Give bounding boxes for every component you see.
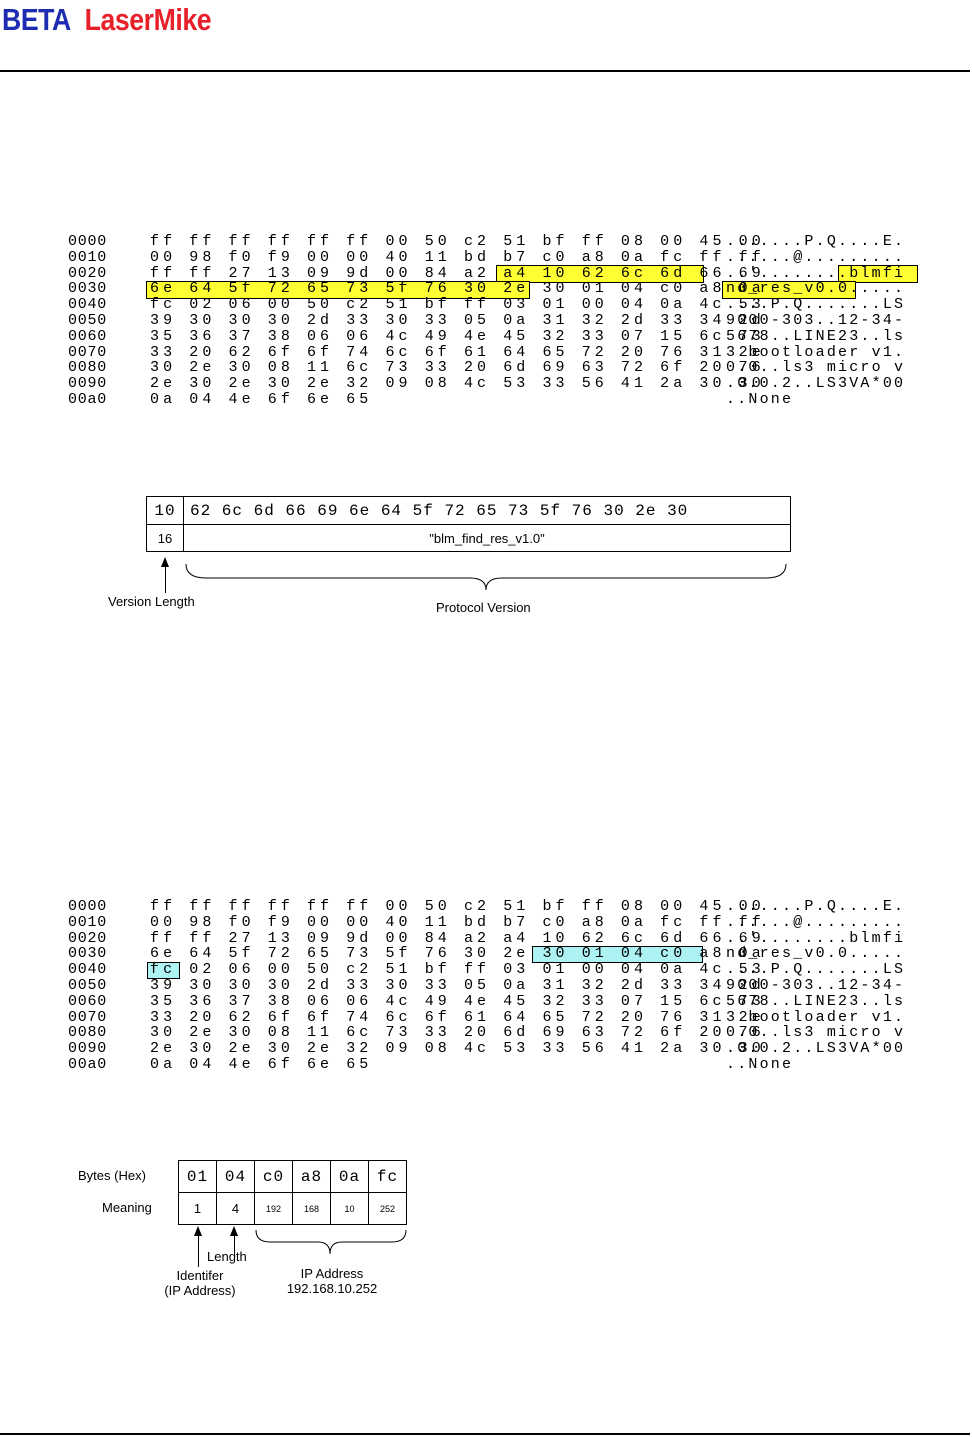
ip-byte-hex-cell: 0a (331, 1161, 369, 1193)
dump1-row-ascii: ....P.Q.......LS (726, 296, 906, 314)
dump2-row-hex-bytes: 0a 04 4e 6f 6e 65 (150, 1056, 373, 1073)
dump1-row-hex-bytes: fc 02 06 00 50 c2 51 bf ff 03 01 00 04 0a 4c 53 (150, 296, 765, 314)
meaning-row-label: Meaning (102, 1200, 152, 1215)
dump2-row-ascii: ..'........blmfi (726, 929, 906, 947)
dump2-row-offset: 0010 (68, 913, 108, 931)
version-length-label: Version Length (108, 594, 195, 609)
dump1-row-ascii: ..None (726, 391, 794, 408)
dump1-row-ascii: 5678..LINE23..ls (726, 327, 906, 345)
dump2-row-offset: 0070 (68, 1008, 108, 1026)
identifier-label: Identifer (IP Address) (164, 1268, 236, 1298)
dump1-row-offset: 0060 (68, 327, 108, 345)
dump2-row-ascii: ..None (726, 1056, 794, 1073)
dump1-row-ascii: nd_res_v0.0..... (726, 280, 906, 298)
dump1-row-offset: 0070 (68, 343, 108, 361)
dump2-row-offset: 0030 (68, 945, 108, 963)
protocol-version-brace-icon (180, 562, 792, 592)
brand-lasermike: LaserMike (84, 2, 212, 37)
identifier-arrow-shaft (198, 1235, 199, 1267)
dump2-row-offset: 0090 (68, 1040, 108, 1058)
version-length-arrow-shaft (165, 566, 166, 593)
ip-byte-meaning-cell: 192 (255, 1193, 293, 1225)
dump1-row-offset: 0010 (68, 248, 108, 266)
dump2-row-hex-bytes: 30 2e 30 08 11 6c 73 33 20 6d 69 63 72 6f 20 76 (150, 1024, 765, 1042)
ip-byte-hex-cell: fc (369, 1161, 407, 1193)
dump2-row-hex-bytes: 39 30 30 30 2d 33 30 33 05 0a 31 32 2d 33 34 2d (150, 977, 765, 994)
dump1-row-hex-bytes: 00 98 f0 f9 00 00 40 11 bd b7 c0 a8 0a fc ff ff (150, 248, 765, 266)
dump1-row-ascii: .0.0.2..LS3VA*00 (726, 375, 906, 393)
dump2-row-ascii: 0.0..ls3 micro v (726, 1024, 906, 1042)
ip-byte-meaning-cell: 10 (331, 1193, 369, 1225)
dump2-row-offset: 00a0 (68, 1056, 108, 1073)
dump2-row-ascii: ....P.Q.......LS (726, 961, 906, 979)
dump2-row-hex-bytes: 2e 30 2e 30 2e 32 09 08 4c 53 33 56 41 2a 30 30 (150, 1040, 765, 1058)
dump1-row-ascii: 0.0..ls3 micro v (726, 359, 906, 377)
dump2-row-hex-bytes: fc 02 06 00 50 c2 51 bf ff 03 01 00 04 0a 4c 53 (150, 961, 765, 979)
dump1-row-hex-bytes: 35 36 37 38 06 06 4c 49 4e 45 32 33 07 15 6c 73 (150, 327, 765, 345)
dump2-row-offset: 0000 (68, 898, 108, 915)
ip-byte-hex-cell: 01 (179, 1161, 217, 1193)
dump2-row-offset: 0050 (68, 977, 108, 994)
version-length-hex-cell: 10 (147, 497, 184, 525)
brand-logo (2, 2, 211, 38)
dump2-row-hex-bytes: 6e 64 5f 72 65 73 5f 76 30 2e 30 01 04 c0 a8 0a (150, 945, 765, 963)
dump1-row-offset: 00a0 (68, 391, 108, 408)
dump2-row-ascii: 5678..LINE23..ls (726, 992, 906, 1010)
dump2-row-offset: 0040 (68, 961, 108, 979)
protocol-version-value-cell: "blm_find_res_v1.0" (184, 525, 791, 552)
dump2-row-ascii: .......P.Q....E. (726, 898, 906, 915)
dump1-row-hex-bytes: ff ff 27 13 09 9d 00 84 a2 a4 10 62 6c 6d 66 69 (150, 264, 765, 282)
dump1-row-hex-bytes: 0a 04 4e 6f 6e 65 (150, 391, 373, 408)
protocol-version-label: Protocol Version (436, 600, 531, 615)
dump2-row-hex-bytes: 00 98 f0 f9 00 00 40 11 bd b7 c0 a8 0a fc ff ff (150, 913, 765, 931)
footer-rule (0, 1433, 970, 1435)
dump1-row-ascii: ......@......... (726, 248, 906, 266)
protocol-version-hex-cell: 62 6c 6d 66 69 6e 64 5f 72 65 73 5f 76 30 2e 30 (184, 497, 791, 525)
ip-address-label: IP Address 192.168.10.252 (286, 1266, 378, 1296)
dump1-row-hex-bytes: 39 30 30 30 2d 33 30 33 05 0a 31 32 2d 33 34 2d (150, 312, 765, 329)
dump1-row-ascii: ..'........blmfi (726, 264, 906, 282)
dump2-row-hex-bytes: ff ff 27 13 09 9d 00 84 a2 a4 10 62 6c 6d 66 69 (150, 929, 765, 947)
bytes-hex-row-label: Bytes (Hex) (78, 1168, 146, 1183)
dump1-row-ascii: .......P.Q....E. (726, 233, 906, 250)
ip-byte-hex-cell: c0 (255, 1161, 293, 1193)
dump2-row-ascii: 9000-303..12-34- (726, 977, 906, 994)
dump2-row-hex-bytes: 35 36 37 38 06 06 4c 49 4e 45 32 33 07 15 6c 73 (150, 992, 765, 1010)
dump1-row-offset: 0030 (68, 280, 108, 298)
header-rule (0, 70, 970, 72)
dump1-row-ascii: 9000-303..12-34- (726, 312, 906, 329)
dump1-row-hex-bytes: ff ff ff ff ff ff 00 50 c2 51 bf ff 08 00 45 00 (150, 233, 765, 250)
dump1-row-offset: 0050 (68, 312, 108, 329)
dump1-row-offset: 0020 (68, 264, 108, 282)
dump2-row-hex-bytes: 33 20 62 6f 6f 74 6c 6f 61 64 65 72 20 76 31 2e (150, 1008, 765, 1026)
dump1-row-offset: 0090 (68, 375, 108, 393)
dump1-row-offset: 0040 (68, 296, 108, 314)
ip-byte-hex-cell: 04 (217, 1161, 255, 1193)
dump2-row-offset: 0060 (68, 992, 108, 1010)
version-length-value-cell: 16 (147, 525, 184, 552)
brand-beta: BETA (2, 2, 71, 37)
dump1-row-hex-bytes: 33 20 62 6f 6f 74 6c 6f 61 64 65 72 20 76 31 2e (150, 343, 765, 361)
dump1-row-hex-bytes: 2e 30 2e 30 2e 32 09 08 4c 53 33 56 41 2a 30 30 (150, 375, 765, 393)
ip-byte-meaning-cell: 252 (369, 1193, 407, 1225)
ip-byte-meaning-cell: 4 (217, 1193, 255, 1225)
dump1-row-ascii: 3 bootloader v1. (726, 343, 906, 361)
dump2-row-ascii: nd_res_v0.0..... (726, 945, 906, 963)
ip-address-brace-icon (252, 1228, 412, 1258)
dump2-row-ascii: 3 bootloader v1. (726, 1008, 906, 1026)
protocol-version-table (146, 496, 791, 552)
dump1-row-offset: 0000 (68, 233, 108, 250)
dump2-row-hex-bytes: ff ff ff ff ff ff 00 50 c2 51 bf ff 08 00 45 00 (150, 898, 765, 915)
dump2-row-ascii: ......@......... (726, 913, 906, 931)
dump2-row-offset: 0080 (68, 1024, 108, 1042)
dump1-row-hex-bytes: 6e 64 5f 72 65 73 5f 76 30 2e 30 01 04 c0 a8 0a (150, 280, 765, 298)
length-label: Length (207, 1249, 247, 1264)
dump1-row-hex-bytes: 30 2e 30 08 11 6c 73 33 20 6d 69 63 72 6f 20 76 (150, 359, 765, 377)
dump2-row-ascii: .0.0.2..LS3VA*00 (726, 1040, 906, 1058)
ip-byte-meaning-cell: 168 (293, 1193, 331, 1225)
ip-byte-hex-cell: a8 (293, 1161, 331, 1193)
ip-address-table (178, 1160, 407, 1225)
dump2-row-offset: 0020 (68, 929, 108, 947)
ip-byte-meaning-cell: 1 (179, 1193, 217, 1225)
dump1-row-offset: 0080 (68, 359, 108, 377)
